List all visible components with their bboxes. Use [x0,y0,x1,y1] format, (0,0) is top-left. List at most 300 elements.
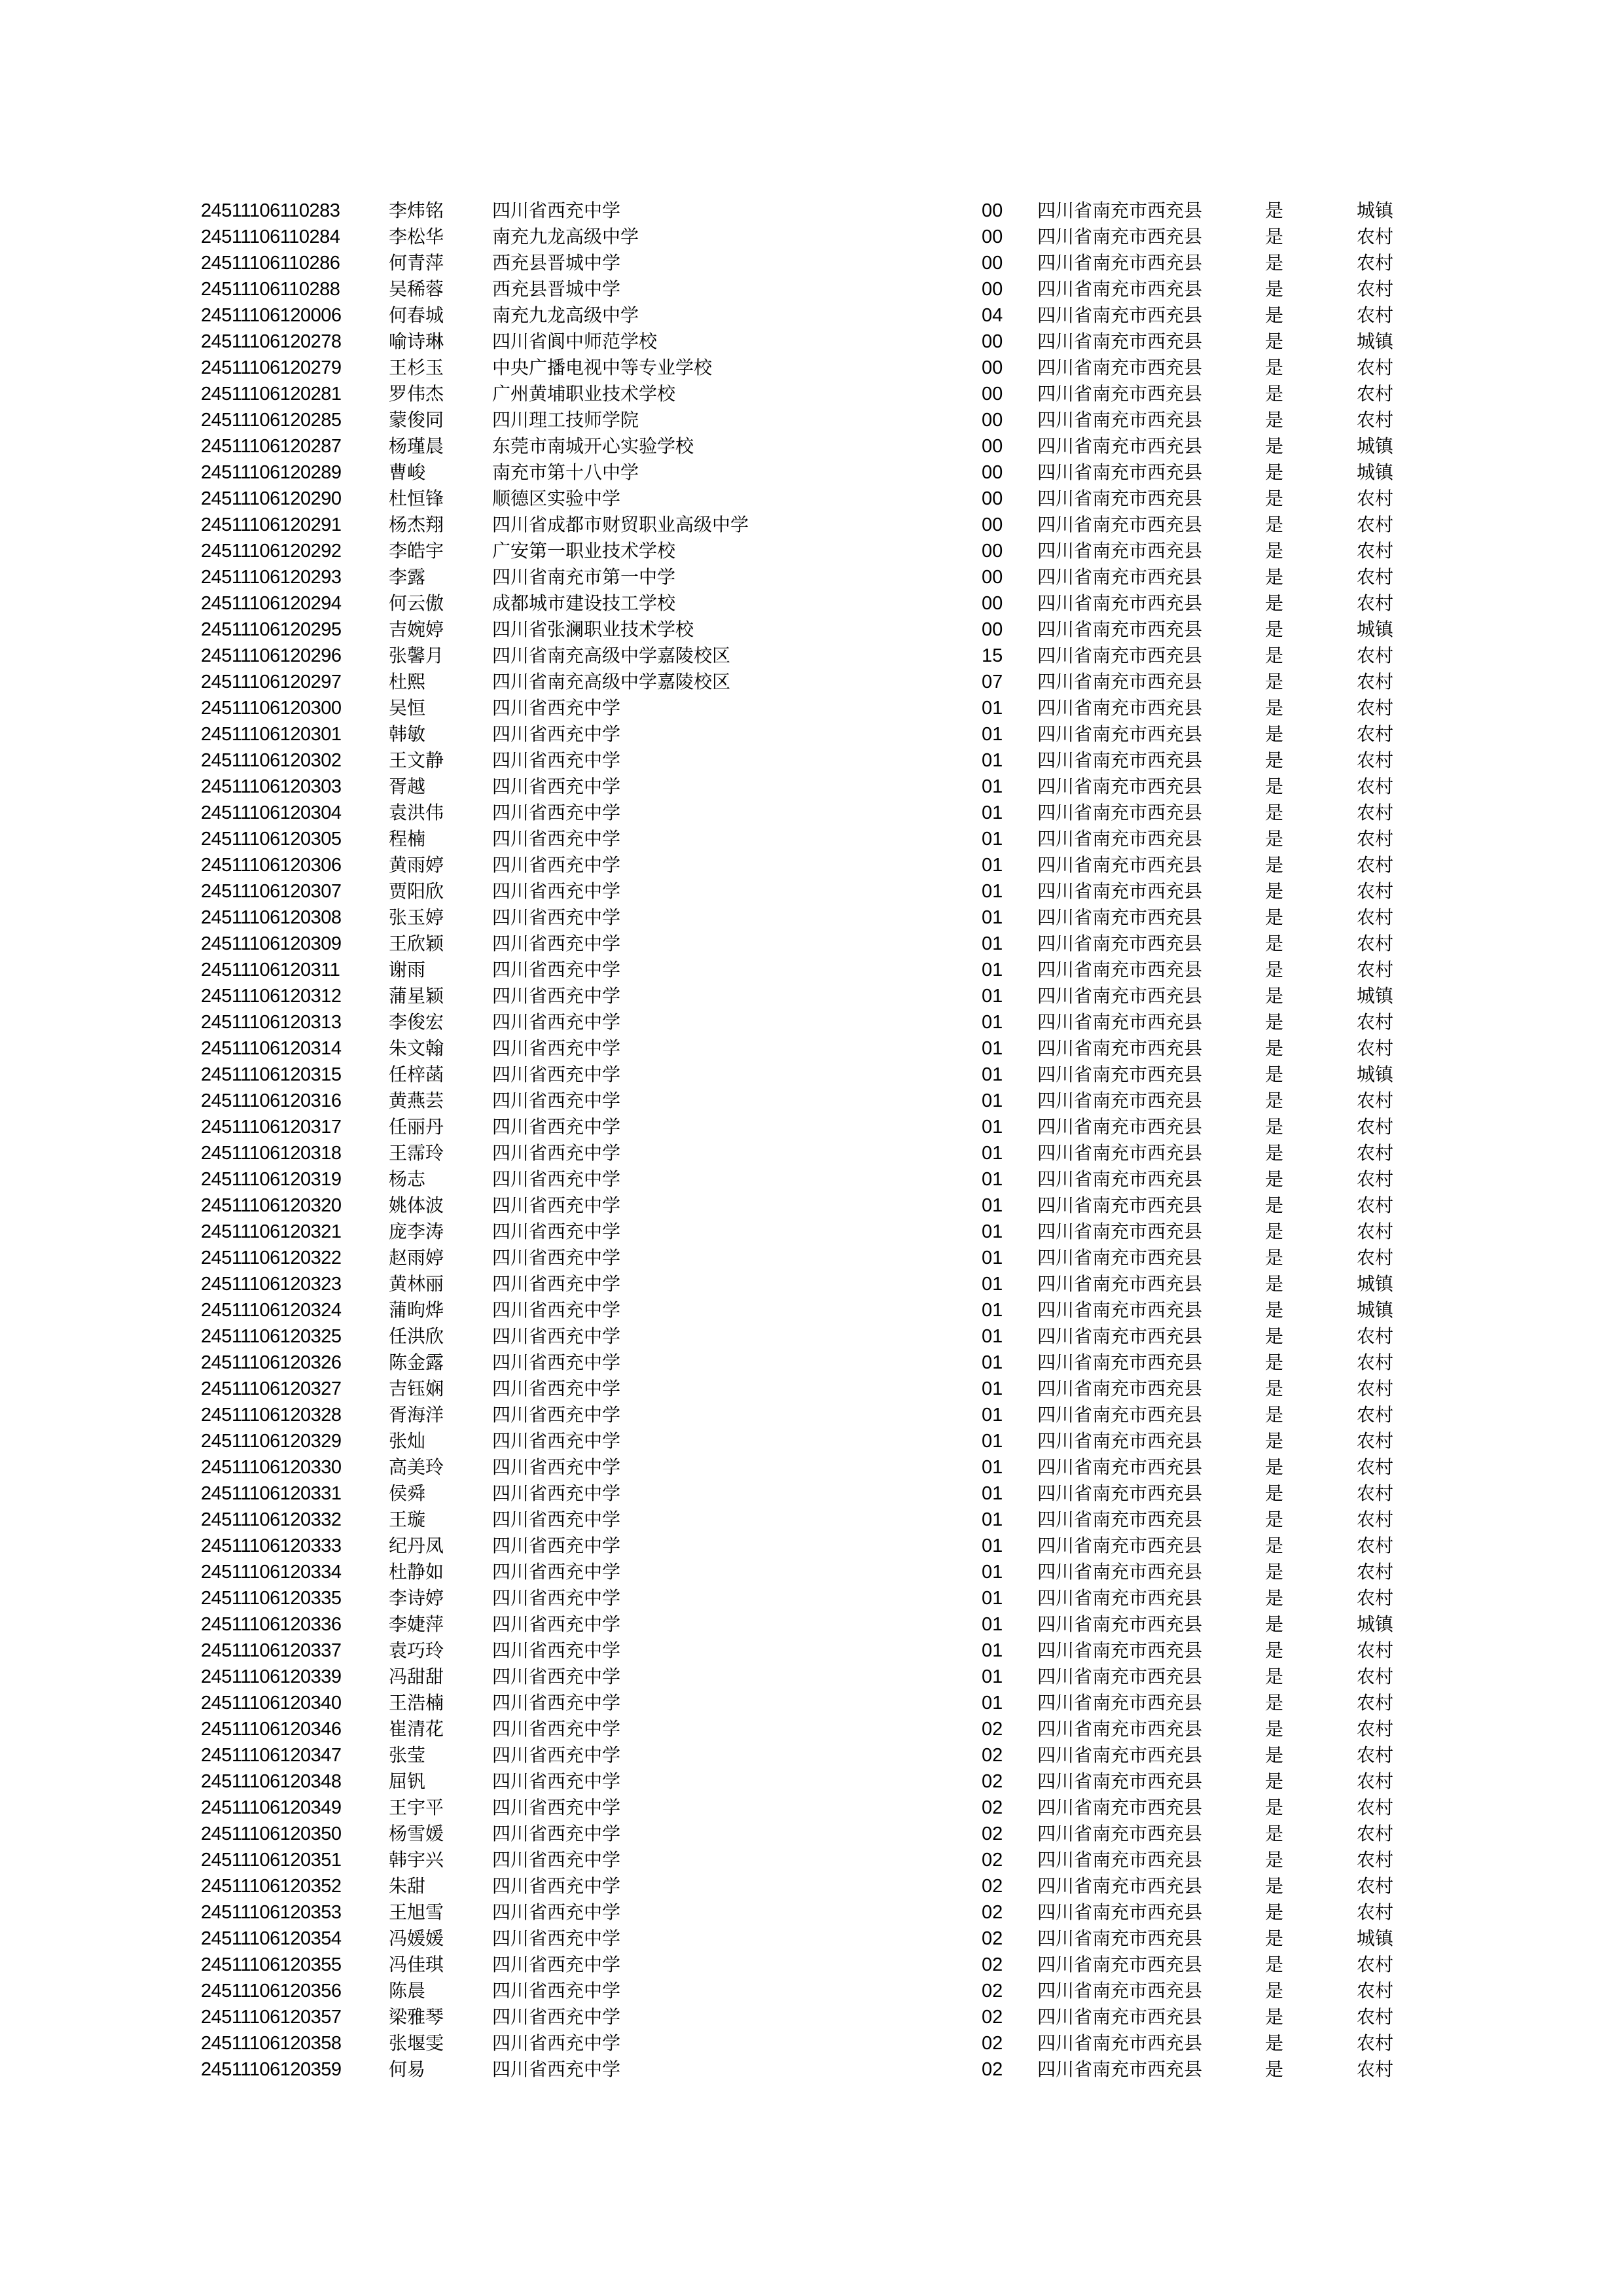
student-name-cell: 李炜铭 [389,200,444,221]
exam-number-cell: 24511106120348 [201,1771,342,1792]
table-row [0,250,1623,276]
student-name-cell: 高美玲 [389,1456,444,1478]
exam-number-cell: 24511106120336 [201,1614,342,1635]
student-name-cell: 王文静 [389,749,444,771]
household-region-cell: 四川省南充市西充县 [1037,959,1203,980]
student-name-cell: 李松华 [389,226,444,247]
table-row [0,1611,1623,1638]
household-region-cell: 四川省南充市西充县 [1037,828,1203,850]
exam-number-cell: 24511106120318 [201,1143,342,1164]
class-code-cell: 01 [982,1195,1003,1216]
residence-type-cell: 农村 [1357,723,1394,745]
table-row [0,381,1623,407]
residence-type-cell: 农村 [1357,1849,1394,1871]
household-region-cell: 四川省南充市西充县 [1037,1535,1203,1556]
flag-value-cell: 是 [1265,278,1284,300]
flag-value-cell: 是 [1265,409,1284,431]
table-row [0,224,1623,250]
flag-value-cell: 是 [1265,1823,1284,1844]
table-row [0,931,1623,957]
table-row [0,1428,1623,1454]
exam-number-cell: 24511106120306 [201,855,342,876]
class-code-cell: 02 [982,1928,1003,1949]
student-name-cell: 崔清花 [389,1718,444,1740]
residence-type-cell: 农村 [1357,1430,1394,1452]
class-code-cell: 00 [982,567,1003,588]
class-code-cell: 01 [982,1064,1003,1085]
residence-type-cell: 农村 [1357,1692,1394,1713]
flag-value-cell: 是 [1265,304,1284,326]
school-name-cell: 四川省西充中学 [492,1928,621,1949]
household-region-cell: 四川省南充市西充县 [1037,435,1203,457]
residence-type-cell: 城镇 [1357,1613,1394,1635]
class-code-cell: 01 [982,1666,1003,1687]
student-name-cell: 吉钰娴 [389,1378,444,1399]
student-name-cell: 黄林丽 [389,1273,444,1295]
exam-number-cell: 24511106120297 [201,672,342,692]
household-region-cell: 四川省南充市西充县 [1037,2058,1203,2080]
class-code-cell: 01 [982,750,1003,771]
class-code-cell: 01 [982,1247,1003,1268]
exam-number-cell: 24511106120340 [201,1693,342,1713]
flag-value-cell: 是 [1265,880,1284,902]
flag-value-cell: 是 [1265,200,1284,221]
residence-type-cell: 城镇 [1357,1299,1394,1321]
table-row [0,1323,1623,1350]
student-name-cell: 杨雪媛 [389,1823,444,1844]
student-name-cell: 黄雨婷 [389,854,444,876]
flag-value-cell: 是 [1265,1194,1284,1216]
residence-type-cell: 城镇 [1357,619,1394,640]
residence-type-cell: 农村 [1357,1011,1394,1033]
household-region-cell: 四川省南充市西充县 [1037,226,1203,247]
school-name-cell: 四川省西充中学 [492,1482,621,1504]
student-name-cell: 胥越 [389,776,426,797]
residence-type-cell: 农村 [1357,540,1394,562]
residence-type-cell: 农村 [1357,1770,1394,1792]
table-row [0,878,1623,905]
student-name-cell: 王杉玉 [389,357,444,378]
household-region-cell: 四川省南充市西充县 [1037,1901,1203,1923]
class-code-cell: 01 [982,1274,1003,1295]
class-code-cell: 01 [982,1300,1003,1321]
school-name-cell: 四川省阆中师范学校 [492,331,658,352]
student-name-cell: 何易 [389,2058,426,2080]
table-row [0,1219,1623,1245]
table-row [0,852,1623,878]
flag-value-cell: 是 [1265,1325,1284,1347]
student-name-cell: 李诗婷 [389,1587,444,1609]
table-row [0,1193,1623,1219]
residence-type-cell: 城镇 [1357,1273,1394,1295]
residence-type-cell: 农村 [1357,1168,1394,1190]
class-code-cell: 02 [982,1954,1003,1975]
school-name-cell: 四川省西充中学 [492,1718,621,1740]
flag-value-cell: 是 [1265,1666,1284,1687]
table-row [0,1768,1623,1795]
class-code-cell: 00 [982,226,1003,247]
student-name-cell: 李露 [389,566,426,588]
class-code-cell: 01 [982,1169,1003,1190]
table-row [0,643,1623,669]
flag-value-cell: 是 [1265,1352,1284,1373]
table-row [0,486,1623,512]
residence-type-cell: 农村 [1357,252,1394,274]
student-name-cell: 张莹 [389,1744,426,1766]
student-name-cell: 陈金露 [389,1352,444,1373]
flag-value-cell: 是 [1265,1561,1284,1583]
residence-type-cell: 农村 [1357,566,1394,588]
school-name-cell: 四川省西充中学 [492,1823,621,1844]
exam-number-cell: 24511106120335 [201,1588,342,1609]
table-row [0,1926,1623,1952]
residence-type-cell: 农村 [1357,1037,1394,1059]
exam-number-cell: 24511106120319 [201,1169,342,1190]
table-row [0,302,1623,329]
household-region-cell: 四川省南充市西充县 [1037,1587,1203,1609]
exam-number-cell: 24511106120347 [201,1745,342,1766]
residence-type-cell: 农村 [1357,1325,1394,1347]
table-row [0,1899,1623,1926]
school-name-cell: 成都城市建设技工学校 [492,592,676,614]
school-name-cell: 东莞市南城开心实验学校 [492,435,694,457]
class-code-cell: 15 [982,645,1003,666]
student-name-cell: 杨志 [389,1168,426,1190]
household-region-cell: 四川省南充市西充县 [1037,880,1203,902]
exam-number-cell: 24511106120302 [201,750,342,771]
table-row [0,198,1623,224]
school-name-cell: 顺德区实验中学 [492,488,621,509]
residence-type-cell: 农村 [1357,1587,1394,1609]
table-row [0,1873,1623,1899]
household-region-cell: 四川省南充市西充县 [1037,1404,1203,1426]
table-row [0,564,1623,590]
class-code-cell: 02 [982,1823,1003,1844]
residence-type-cell: 农村 [1357,488,1394,509]
school-name-cell: 四川省西充中学 [492,1535,621,1556]
exam-number-cell: 24511106120303 [201,776,342,797]
table-row [0,1297,1623,1323]
residence-type-cell: 农村 [1357,906,1394,928]
exam-number-cell: 24511106120293 [201,567,342,588]
school-name-cell: 四川省西充中学 [492,1378,621,1399]
class-code-cell: 00 [982,436,1003,457]
flag-value-cell: 是 [1265,1509,1284,1530]
residence-type-cell: 城镇 [1357,1064,1394,1085]
flag-value-cell: 是 [1265,697,1284,719]
class-code-cell: 01 [982,1640,1003,1661]
table-row [0,538,1623,564]
exam-number-cell: 24511106120295 [201,619,342,640]
school-name-cell: 四川省西充中学 [492,959,621,980]
residence-type-cell: 农村 [1357,802,1394,823]
exam-number-cell: 24511106120330 [201,1457,342,1478]
school-name-cell: 四川省西充中学 [492,1168,621,1190]
class-code-cell: 01 [982,829,1003,850]
residence-type-cell: 城镇 [1357,985,1394,1007]
flag-value-cell: 是 [1265,1587,1284,1609]
student-name-cell: 蒙俊同 [389,409,444,431]
residence-type-cell: 农村 [1357,1482,1394,1504]
residence-type-cell: 农村 [1357,880,1394,902]
flag-value-cell: 是 [1265,435,1284,457]
school-name-cell: 四川省西充中学 [492,828,621,850]
class-code-cell: 01 [982,1405,1003,1426]
table-row [0,2030,1623,2056]
flag-value-cell: 是 [1265,2006,1284,2028]
class-code-cell: 01 [982,1457,1003,1478]
household-region-cell: 四川省南充市西充县 [1037,1954,1203,1975]
class-code-cell: 01 [982,855,1003,876]
table-row [0,329,1623,355]
flag-value-cell: 是 [1265,1535,1284,1556]
household-region-cell: 四川省南充市西充县 [1037,1692,1203,1713]
student-name-cell: 杜恒锋 [389,488,444,509]
student-name-cell: 吉婉婷 [389,619,444,640]
flag-value-cell: 是 [1265,2058,1284,2080]
flag-value-cell: 是 [1265,1718,1284,1740]
school-name-cell: 四川省西充中学 [492,1901,621,1923]
household-region-cell: 四川省南充市西充县 [1037,1090,1203,1111]
student-name-cell: 程楠 [389,828,426,850]
class-code-cell: 01 [982,1483,1003,1504]
student-name-cell: 屈钒 [389,1770,426,1792]
school-name-cell: 南充九龙高级中学 [492,226,639,247]
school-name-cell: 南充市第十八中学 [492,461,639,483]
exam-number-cell: 24511106120346 [201,1719,342,1740]
class-code-cell: 01 [982,986,1003,1007]
table-row [0,1821,1623,1847]
student-name-cell: 何云傲 [389,592,444,614]
residence-type-cell: 农村 [1357,1456,1394,1478]
flag-value-cell: 是 [1265,488,1284,509]
student-name-cell: 胥海洋 [389,1404,444,1426]
exam-number-cell: 24511106120339 [201,1666,342,1687]
residence-type-cell: 农村 [1357,1378,1394,1399]
exam-number-cell: 24511106120312 [201,986,342,1007]
school-name-cell: 南充九龙高级中学 [492,304,639,326]
school-name-cell: 四川省西充中学 [492,1744,621,1766]
class-code-cell: 01 [982,1221,1003,1242]
exam-number-cell: 24511106120331 [201,1483,342,1504]
flag-value-cell: 是 [1265,461,1284,483]
flag-value-cell: 是 [1265,1928,1284,1949]
class-code-cell: 02 [982,1745,1003,1766]
school-name-cell: 广安第一职业技术学校 [492,540,676,562]
residence-type-cell: 城镇 [1357,200,1394,221]
flag-value-cell: 是 [1265,1273,1284,1295]
exam-number-cell: 24511106120359 [201,2059,342,2080]
class-code-cell: 01 [982,1378,1003,1399]
household-region-cell: 四川省南充市西充县 [1037,1744,1203,1766]
household-region-cell: 四川省南充市西充县 [1037,1221,1203,1242]
flag-value-cell: 是 [1265,1378,1284,1399]
student-name-cell: 蒲星颖 [389,985,444,1007]
class-code-cell: 02 [982,1902,1003,1923]
student-name-cell: 王宇平 [389,1797,444,1818]
class-code-cell: 02 [982,1797,1003,1818]
flag-value-cell: 是 [1265,1037,1284,1059]
student-name-cell: 王璇 [389,1509,426,1530]
household-region-cell: 四川省南充市西充县 [1037,566,1203,588]
class-code-cell: 02 [982,2059,1003,2080]
school-name-cell: 四川省成都市财贸职业高级中学 [492,514,749,535]
exam-number-cell: 24511106110286 [201,253,340,274]
student-name-cell: 梁雅琴 [389,2006,444,2028]
table-row [0,800,1623,826]
residence-type-cell: 农村 [1357,514,1394,535]
household-region-cell: 四川省南充市西充县 [1037,1011,1203,1033]
table-row [0,433,1623,459]
table-row [0,1062,1623,1088]
residence-type-cell: 农村 [1357,1194,1394,1216]
student-name-cell: 黄燕芸 [389,1090,444,1111]
exam-number-cell: 24511106120334 [201,1562,342,1583]
household-region-cell: 四川省南充市西充县 [1037,1928,1203,1949]
student-name-cell: 任洪欣 [389,1325,444,1347]
household-region-cell: 四川省南充市西充县 [1037,2006,1203,2028]
class-code-cell: 01 [982,933,1003,954]
flag-value-cell: 是 [1265,566,1284,588]
household-region-cell: 四川省南充市西充县 [1037,1482,1203,1504]
class-code-cell: 00 [982,593,1003,614]
household-region-cell: 四川省南充市西充县 [1037,1247,1203,1268]
table-row [0,1245,1623,1271]
exam-number-cell: 24511106120314 [201,1038,342,1059]
student-name-cell: 杜静如 [389,1561,444,1583]
table-row [0,1795,1623,1821]
exam-number-cell: 24511106120323 [201,1274,342,1295]
school-name-cell: 四川省西充中学 [492,1509,621,1530]
household-region-cell: 四川省南充市西充县 [1037,802,1203,823]
residence-type-cell: 农村 [1357,1509,1394,1530]
flag-value-cell: 是 [1265,985,1284,1007]
school-name-cell: 四川省西充中学 [492,1692,621,1713]
exam-number-cell: 24511106120313 [201,1012,342,1033]
school-name-cell: 四川省西充中学 [492,1770,621,1792]
student-name-cell: 蒲昫烨 [389,1299,444,1321]
class-code-cell: 02 [982,1771,1003,1792]
school-name-cell: 四川省西充中学 [492,1666,621,1687]
household-region-cell: 四川省南充市西充县 [1037,645,1203,666]
student-name-cell: 姚体波 [389,1194,444,1216]
flag-value-cell: 是 [1265,1640,1284,1661]
school-name-cell: 四川省西充中学 [492,1090,621,1111]
school-name-cell: 四川省西充中学 [492,723,621,745]
household-region-cell: 四川省南充市西充县 [1037,1352,1203,1373]
household-region-cell: 四川省南充市西充县 [1037,1561,1203,1583]
class-code-cell: 01 [982,698,1003,719]
exam-number-cell: 24511106120300 [201,698,342,719]
school-name-cell: 四川省西充中学 [492,1849,621,1871]
household-region-cell: 四川省南充市西充县 [1037,1168,1203,1190]
flag-value-cell: 是 [1265,1299,1284,1321]
school-name-cell: 四川省西充中学 [492,933,621,954]
class-code-cell: 00 [982,279,1003,300]
school-name-cell: 四川省西充中学 [492,200,621,221]
table-row [0,617,1623,643]
flag-value-cell: 是 [1265,383,1284,404]
household-region-cell: 四川省南充市西充县 [1037,383,1203,404]
exam-number-cell: 24511106120308 [201,907,342,928]
class-code-cell: 01 [982,1588,1003,1609]
student-name-cell: 王浩楠 [389,1692,444,1713]
flag-value-cell: 是 [1265,619,1284,640]
table-row [0,1480,1623,1507]
household-region-cell: 四川省南充市西充县 [1037,1797,1203,1818]
exam-number-cell: 24511106120305 [201,829,342,850]
flag-value-cell: 是 [1265,540,1284,562]
school-name-cell: 四川省西充中学 [492,1064,621,1085]
residence-type-cell: 农村 [1357,828,1394,850]
school-name-cell: 四川省西充中学 [492,1011,621,1033]
exam-number-cell: 24511106120278 [201,331,342,352]
class-code-cell: 02 [982,2007,1003,2028]
residence-type-cell: 农村 [1357,697,1394,719]
residence-type-cell: 农村 [1357,1352,1394,1373]
household-region-cell: 四川省南充市西充县 [1037,1875,1203,1897]
exam-number-cell: 24511106120281 [201,384,342,404]
exam-number-cell: 24511106120285 [201,410,342,431]
residence-type-cell: 农村 [1357,226,1394,247]
school-name-cell: 四川省西充中学 [492,2006,621,2028]
table-row [0,1088,1623,1114]
class-code-cell: 01 [982,960,1003,980]
class-code-cell: 01 [982,802,1003,823]
exam-number-cell: 24511106120311 [201,960,340,980]
household-region-cell: 四川省南充市西充县 [1037,1666,1203,1687]
exam-number-cell: 24511106120328 [201,1405,342,1426]
residence-type-cell: 农村 [1357,409,1394,431]
residence-type-cell: 农村 [1357,1797,1394,1818]
exam-number-cell: 24511106120290 [201,488,342,509]
student-name-cell: 杨杰翔 [389,514,444,535]
class-code-cell: 01 [982,1143,1003,1164]
household-region-cell: 四川省南充市西充县 [1037,304,1203,326]
household-region-cell: 四川省南充市西充县 [1037,488,1203,509]
class-code-cell: 02 [982,1850,1003,1871]
flag-value-cell: 是 [1265,1064,1284,1085]
student-name-cell: 吴稀蓉 [389,278,444,300]
table-row [0,1952,1623,1978]
table-row [0,1690,1623,1716]
student-name-cell: 陈晨 [389,1980,426,2001]
student-name-cell: 任丽丹 [389,1116,444,1138]
exam-number-cell: 24511106120315 [201,1064,342,1085]
exam-number-cell: 24511106120337 [201,1640,342,1661]
household-region-cell: 四川省南充市西充县 [1037,1770,1203,1792]
student-name-cell: 冯媛媛 [389,1928,444,1949]
student-name-cell: 冯甜甜 [389,1666,444,1687]
class-code-cell: 01 [982,1326,1003,1347]
household-region-cell: 四川省南充市西充县 [1037,723,1203,745]
class-code-cell: 00 [982,384,1003,404]
student-name-cell: 朱文翰 [389,1037,444,1059]
household-region-cell: 四川省南充市西充县 [1037,200,1203,221]
household-region-cell: 四川省南充市西充县 [1037,1194,1203,1216]
school-name-cell: 四川省西充中学 [492,1561,621,1583]
school-name-cell: 四川省西充中学 [492,2032,621,2054]
exam-number-cell: 24511106120320 [201,1195,342,1216]
table-row [0,695,1623,721]
class-code-cell: 00 [982,619,1003,640]
student-name-cell: 韩宇兴 [389,1849,444,1871]
residence-type-cell: 农村 [1357,1561,1394,1583]
class-code-cell: 01 [982,1509,1003,1530]
household-region-cell: 四川省南充市西充县 [1037,1116,1203,1138]
exam-number-cell: 24511106120006 [201,305,342,326]
school-name-cell: 四川省西充中学 [492,1142,621,1164]
